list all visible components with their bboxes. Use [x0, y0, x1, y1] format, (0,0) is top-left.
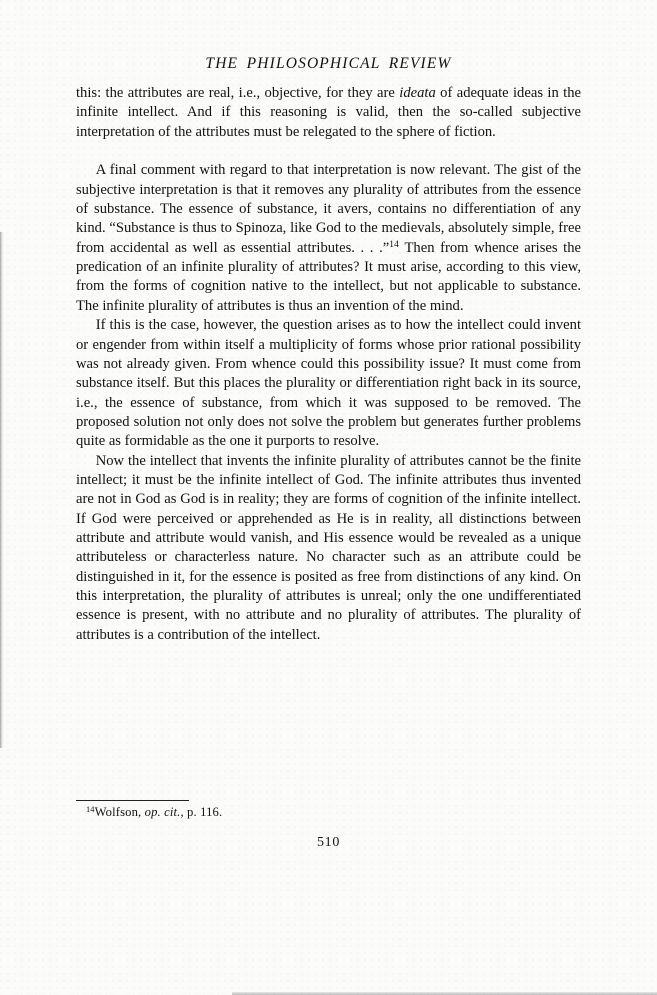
footnote-entry — [76, 804, 581, 820]
paragraph-4 — [76, 452, 581, 645]
page-number: 510 — [316, 835, 341, 850]
paragraph-3-run-1: If this is the case, however, the question arises as to how the intellect could invent or engender from within itself a multiplicity of forms whose prior rational possibility was not already given. From whence could this possibility issue? It must come from substance itself. But this places the plurality or differentiation right back in its source, i.e., the essence of substance, from which it was supposed to be removed. The proposed solution not only does not solve the problem but generates further problems quite as formidable as the one it purports to resolve. — [76, 317, 581, 450]
paragraph-1-run-2-italic: ideata — [399, 85, 436, 101]
paragraph-1-run-1: this: the attributes are real, i.e., objective, for they are — [76, 85, 400, 101]
paragraph-2-run-3: Then from whence arises the predication of an infinite plurality of attributes? It must arise, according to this view, from the forms of cognition native to the intellect, but not applicable to substance. The infinite plurality of attributes is thus an invention of the mind. — [76, 239, 581, 314]
paragraph-3 — [76, 316, 581, 451]
paragraph-2-run-1: A final comment with regard to that interpretation is now relevant. The gist of the subjective interpretation is that it removes any plurality of attributes from the essence of substance. The essence of substance, it avers, contains no differentiation of any kind. “Substance is thus to Spinoza, like God to the medievals, absolutely simple, free from accidental as well as essential attributes. . . .” — [76, 162, 581, 256]
footnote-citation-italic: op. cit. — [144, 805, 181, 819]
footnote-author: Wolfson, — [94, 805, 145, 819]
running-head: THE PHILOSOPHICAL REVIEW — [205, 55, 452, 72]
text-column — [76, 84, 581, 645]
footnote-reference-14[interactable]: 14 — [389, 239, 400, 250]
footnote-separator-rule — [76, 800, 189, 801]
footnote-area — [76, 800, 581, 820]
paragraph-2 — [76, 161, 581, 316]
paragraph-1 — [76, 84, 581, 142]
footnote-marker: 14 — [86, 804, 95, 814]
paragraph-1-run-3: of adequate ideas in the infinite intellect. And if this reasoning is valid, then the so-called subjective interpretation of the attributes must be relegated to the sphere of fiction. — [76, 85, 581, 140]
paragraph-4-run-1: Now the intellect that invents the infinite plurality of attributes cannot be the finite intellect; it must be the infinite intellect of God. The infinite attributes thus invented are not in God as God is in reality; they are forms of cognition of the infinite intellect. If God were perceived or apprehended as He is in reality, all distinctions between attribute and attribute would vanish, and His essence would be revealed as a unique attributeless or characterless nature. No character such as an attribute could be distinguished in it, for the essence is posited as free from distinctions of any kind. On this interpretation, the plurality of attributes is unreal; only the one undifferentiated essence is present, with no attribute and no plurality of attributes. The plurality of attributes is a contribution of the intellect. — [76, 452, 581, 643]
footnote-locator: , p. 116. — [180, 805, 223, 819]
